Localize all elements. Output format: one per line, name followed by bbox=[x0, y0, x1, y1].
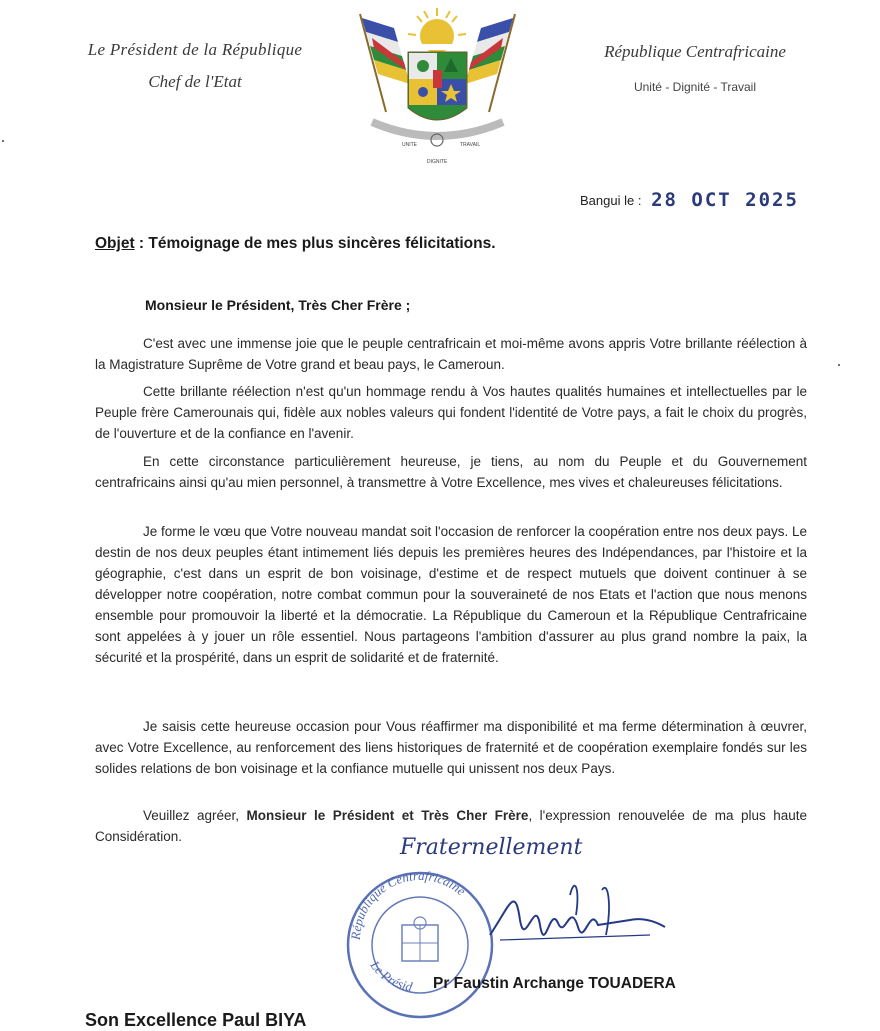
handwritten-signature bbox=[480, 865, 670, 975]
sun-icon bbox=[408, 8, 466, 53]
republic-name: République Centrafricaine bbox=[604, 42, 786, 61]
president-title: Le Président de la République bbox=[87, 40, 303, 59]
signatory-name: Pr Faustin Archange TOUADERA bbox=[433, 975, 676, 992]
handwritten-closing: Fraternellement bbox=[400, 835, 583, 860]
letter-paragraph-4 bbox=[95, 521, 807, 668]
banner-bottom-text: DIGNITE bbox=[427, 159, 448, 165]
salutation: Monsieur le Président, Très Cher Frère ; bbox=[145, 297, 411, 313]
paragraph-text: Je forme le vœu que Votre nouveau mandat soit l'occasion de renforcer la coopération entre nos deux pays. Le destin de nos deux peuples étant intimement liés depuis les premières heures des Indépendances, par l'histoire et la géographie, c'est dans un esprit de bon voisinage, d'estime et de respect mutuels que doivent continuer à se développer notre coopération, notre combat commun pour la souveraineté de nos Etats et l'action que nous menons ensemble pour promouvoir la liberté et la démocratie. La République du Cameroun et la République Centrafricaine sont appelées à y jouer un rôle essentiel. Nous partageons l'ambition d'assurer au plus grand nombre la paix, la sécurité et la prospérité, dans un esprit de solidarité et de fraternité. bbox=[95, 524, 807, 665]
letter-paragraph-1 bbox=[95, 333, 807, 375]
subject-line bbox=[95, 235, 496, 253]
national-motto: Unité - Dignité - Travail bbox=[633, 80, 757, 94]
letter-paragraph-2 bbox=[95, 381, 807, 444]
flags-right bbox=[465, 14, 515, 112]
subject-label: Objet bbox=[95, 235, 135, 252]
paragraph-text: Cette brillante réélection n'est qu'un hommage rendu à Vos hautes qualités humaines et intellectuelles par le Peuple frère Camerounais qui, fidèle aux nobles valeurs qui fondent l'identité de Votre pays, a fait le choix du progrès, de l'ouverture et de la confiance en l'avenir. bbox=[95, 384, 807, 441]
shield-icon bbox=[408, 52, 467, 120]
flags-left bbox=[360, 14, 410, 112]
motto-ribbon bbox=[372, 122, 503, 165]
head-of-state-title: Chef de l'Etat bbox=[148, 72, 242, 91]
scan-speck bbox=[2, 140, 4, 142]
presidency-heading bbox=[60, 40, 330, 92]
closing-bold: Monsieur le Président et Très Cher Frère bbox=[246, 808, 529, 823]
banner-right-text: TRAVAIL bbox=[460, 142, 481, 148]
paragraph-text: C'est avec une immense joie que le peuple centrafricain et moi-même avons appris Votre brillante réélection à la Magistrature Suprême de Votre grand et beau pays, le Cameroun. bbox=[95, 336, 807, 372]
seal-top-text: République Centrafricaine bbox=[347, 867, 469, 941]
seal-bottom-text: Le Présid bbox=[367, 957, 414, 995]
subject-text: : Témoignage de mes plus sincères félicitations. bbox=[134, 235, 496, 252]
closing-end: , l'expression renouvelée de ma plus haute Considération. bbox=[95, 808, 807, 844]
coat-of-arms-emblem bbox=[350, 0, 525, 168]
date-stamp: 28 OCT 2025 bbox=[651, 189, 799, 211]
scan-speck bbox=[838, 364, 840, 366]
paragraph-text: Je saisis cette heureuse occasion pour Vous réaffirmer ma disponibilité et ma ferme détermination à œuvrer, avec Votre Excellence, au renforcement des liens historiques de fraternité et de coopération exemplaire fondés sur les solides relations de bon voisinage et la confiance mutuelle qui unissent nos deux Pays. bbox=[95, 719, 807, 776]
addressee-line: Son Excellence Paul BIYA bbox=[85, 1010, 307, 1030]
closing-start: Veuillez agréer, bbox=[143, 808, 247, 823]
date-line bbox=[580, 188, 799, 210]
date-label: Bangui le : bbox=[580, 193, 642, 208]
banner-left-text: UNITE bbox=[402, 142, 417, 148]
seal-emblem-icon bbox=[402, 917, 438, 961]
letter-paragraph-5 bbox=[95, 716, 807, 779]
republic-heading bbox=[575, 42, 815, 94]
paragraph-text: En cette circonstance particulièrement heureuse, je tiens, au nom du Peuple et du Gouvernement centrafricains ainsi qu'au mien personnel, à transmettre à Votre Excellence, mes vives et chaleureuses félicitations. bbox=[95, 454, 807, 490]
letter-paragraph-3 bbox=[95, 451, 807, 493]
